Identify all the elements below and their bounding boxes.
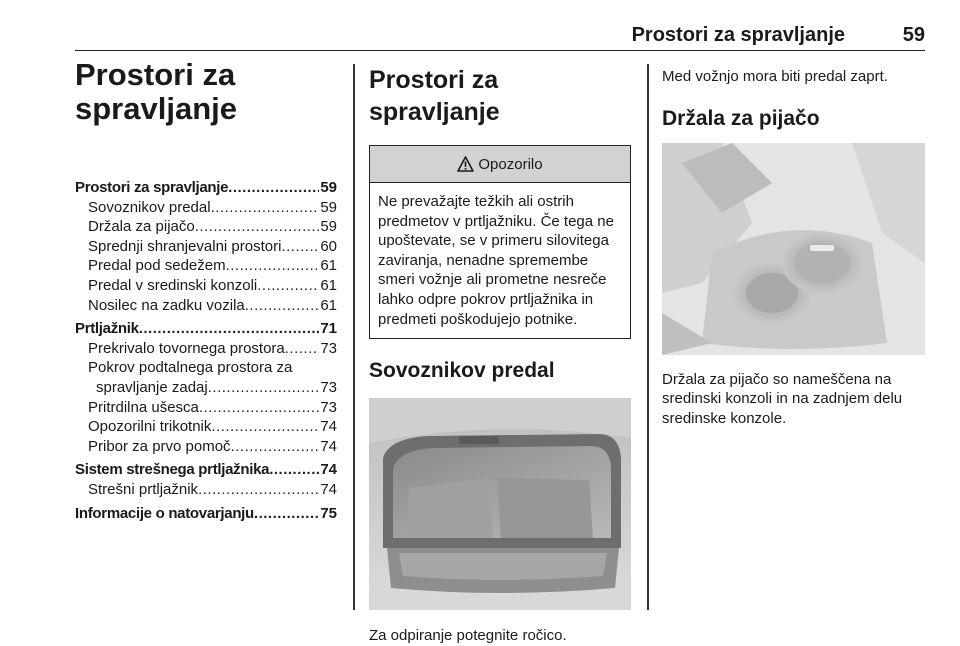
- toc-leader-dots: [195, 217, 320, 237]
- toc-entry-page: 61: [320, 257, 337, 275]
- column-divider-2: [647, 64, 649, 610]
- toc-entry-label: Sistem strešnega prtljažnika: [75, 461, 270, 479]
- warning-text: Ne prevažajte težkih ali ostrih predmetov v prtljažniku. Če tega ne upoštevate, se v primeru silovitega zaviranja, nenadne spremembe smeri vožnje ali prometne nesreče lahko odpre pokrov prtljažnika in predmeti poškodujejo potnike.: [378, 193, 614, 328]
- warning-triangle-icon: [457, 156, 474, 172]
- running-header-title: Prostori za spravljanje: [631, 24, 845, 46]
- toc-entry[interactable]: [75, 480, 337, 500]
- cupholder-heading: Držala za pijačo: [662, 106, 820, 130]
- column-2: [369, 64, 631, 646]
- warning-box: [369, 145, 631, 339]
- toc-entry-label: Informacije o natovarjanju: [75, 504, 254, 522]
- toc-entry-label: Pritrdilna ušesca: [88, 398, 199, 416]
- toc-entry[interactable]: [75, 217, 337, 237]
- toc-entry-page: 73: [320, 378, 337, 396]
- toc-entry-label: Predal v sredinski konzoli: [88, 276, 258, 294]
- glovebox-heading: Sovoznikov predal: [369, 359, 555, 383]
- toc-entry[interactable]: [75, 178, 337, 198]
- toc-entry[interactable]: [75, 319, 337, 339]
- toc-leader-dots: [228, 178, 319, 198]
- toc-entry-page: 59: [320, 198, 337, 216]
- cupholder-caption: Držala za pijačo so nameščena na sredinski konzoli in na zadnjem delu sredinske konzole.: [662, 370, 903, 427]
- toc-entry-page: 73: [320, 339, 337, 357]
- toc-entry-label: Strešni prtljažnik: [88, 480, 199, 498]
- toc-entry[interactable]: [75, 398, 337, 418]
- toc-entry-page: 60: [320, 237, 337, 255]
- column-divider-1: [353, 64, 355, 610]
- toc-leader-dots: [139, 319, 320, 339]
- toc-leader-dots: [269, 460, 319, 480]
- toc-leader-dots: [211, 417, 319, 437]
- toc-leader-dots: [199, 398, 319, 418]
- toc-entry[interactable]: [75, 460, 337, 480]
- toc-leader-dots: [257, 276, 319, 296]
- toc-entry[interactable]: [75, 504, 337, 524]
- toc-entry[interactable]: [75, 296, 337, 316]
- toc-entry-page: 74: [320, 437, 337, 455]
- toc-entry[interactable]: [75, 237, 337, 257]
- toc-leader-dots: [198, 480, 319, 500]
- toc-leader-dots: [231, 437, 320, 457]
- toc-leader-dots: [281, 237, 319, 257]
- warning-header: [370, 146, 630, 183]
- toc-entry-page: 74: [320, 418, 337, 436]
- toc-entry-label: Pokrov podtalnega prostora za: [88, 359, 293, 377]
- toc-entry-label: Predal pod sedežem: [88, 257, 226, 275]
- page-number: 59: [902, 24, 925, 46]
- toc-entry-label: spravljanje zadaj: [96, 378, 208, 396]
- chapter-title: Prostori za spravljanje: [75, 57, 237, 126]
- toc-entry-page: 61: [320, 276, 337, 294]
- toc-entry[interactable]: [75, 256, 337, 276]
- warning-title: Opozorilo: [478, 155, 543, 173]
- glovebox-caption: Za odpiranje potegnite ročico.: [369, 627, 567, 645]
- toc-entry-page: 75: [320, 504, 337, 522]
- toc-entry[interactable]: [75, 198, 337, 218]
- toc-entry-label: Prostori za spravljanje: [75, 179, 229, 196]
- toc-entry-label: Sprednji shranjevalni prostori: [88, 237, 282, 255]
- toc-entry-label: Držala za pijačo: [88, 218, 195, 236]
- toc-entry-label: Sovoznikov predal: [88, 198, 211, 216]
- toc-entry[interactable]: [75, 276, 337, 296]
- toc-entry-label: Pribor za prvo pomoč: [88, 437, 231, 455]
- toc-entry-label: Opozorilni trikotnik: [88, 418, 212, 436]
- toc-entry[interactable]: [75, 437, 337, 457]
- toc-entry-page: 59: [320, 179, 337, 196]
- toc-leader-dots: [254, 504, 319, 524]
- toc-entry[interactable]: [75, 417, 337, 437]
- toc-entry-page: 71: [320, 320, 337, 338]
- toc-entry[interactable]: [75, 339, 337, 359]
- cupholder-photo: [662, 143, 925, 355]
- toc-leader-dots: [208, 378, 320, 398]
- page-header: [75, 18, 925, 51]
- toc-entry-label: Prtljažnik: [75, 320, 139, 338]
- intro-text: Med vožnjo mora biti predal zaprt.: [662, 68, 888, 85]
- toc-entry-page: 73: [320, 398, 337, 416]
- table-of-contents: [75, 58, 337, 523]
- toc-entry[interactable]: [75, 378, 337, 398]
- toc-entry-page: 59: [320, 218, 337, 236]
- toc-entry-label: Nosilec na zadku vozila: [88, 296, 245, 314]
- toc-entry-page: 61: [320, 296, 337, 314]
- toc-entry[interactable]: [75, 358, 337, 378]
- toc-entry-label: Prekrivalo tovornega prostora: [88, 339, 285, 357]
- toc-leader-dots: [211, 198, 320, 218]
- section-heading: Prostori za spravljanje: [369, 66, 500, 126]
- toc-list: [75, 178, 337, 523]
- toc-entry-page: 74: [320, 461, 337, 479]
- toc-leader-dots: [285, 339, 320, 359]
- glovebox-photo: [369, 398, 631, 610]
- toc-leader-dots: [226, 256, 320, 276]
- column-3: [662, 64, 925, 428]
- toc-leader-dots: [245, 296, 320, 316]
- toc-entry-page: 74: [320, 480, 337, 498]
